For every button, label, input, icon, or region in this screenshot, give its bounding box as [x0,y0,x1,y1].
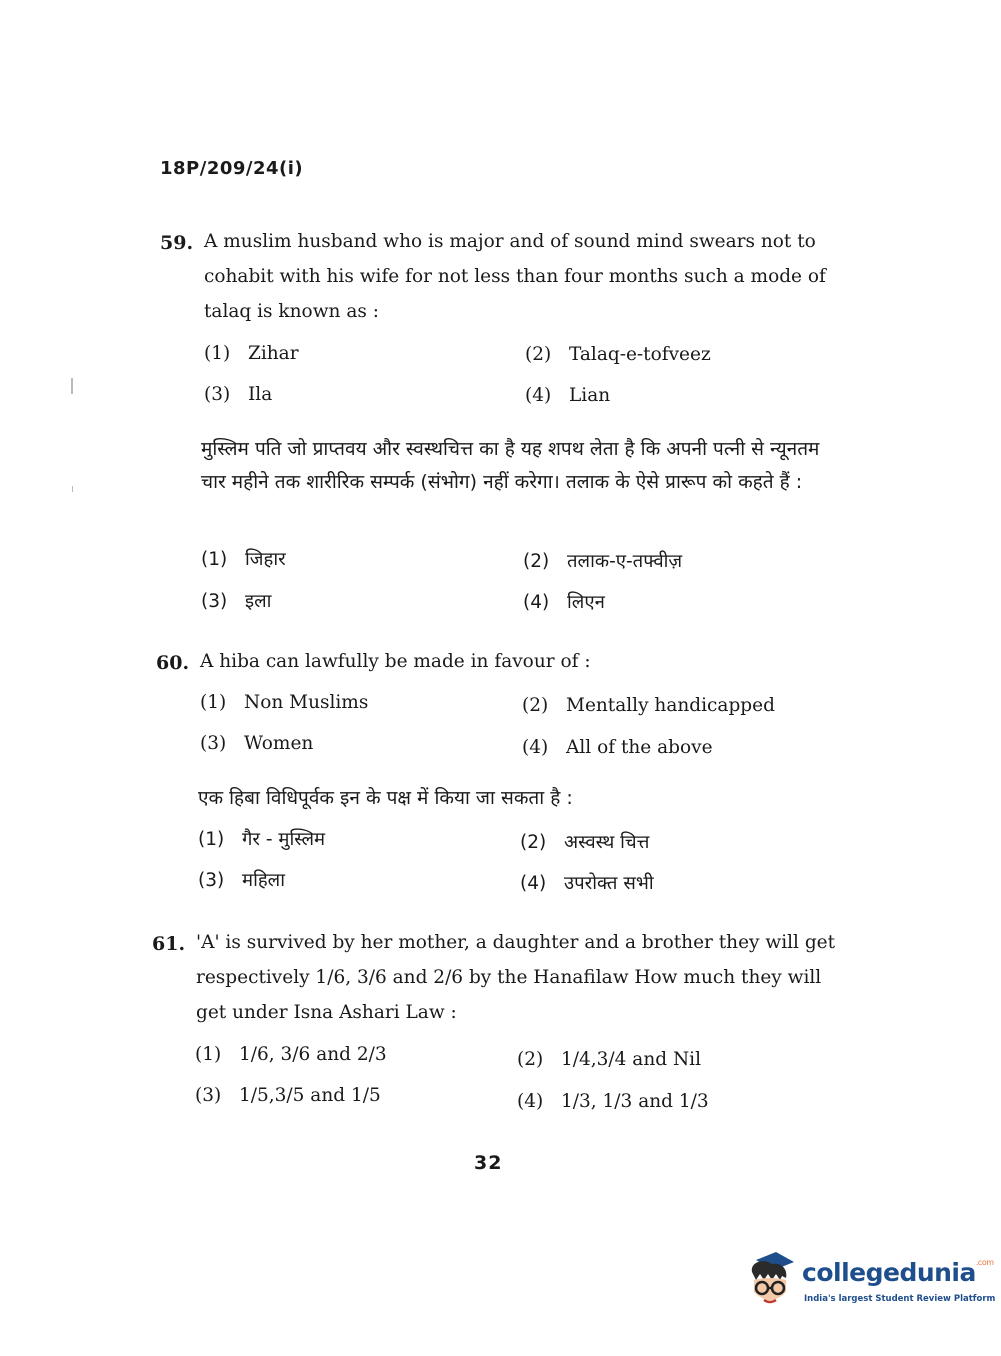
scan-mark [72,486,73,492]
q59-option-2-en: (2) Talaq-e-tofveez [525,344,711,365]
q59-option-4-en: (4) Lian [525,385,611,406]
q59-option-2-hi: (2) तलाक-ए-तफ्वीज़ [523,551,683,572]
q59-option-1-en: (1) Zihar [204,343,299,364]
collegedunia-logo [742,1250,996,1310]
question-60-number: 60. [156,652,190,674]
logo-tagline: India's largest Student Review Platform [804,1294,996,1304]
q59-option-3-hi: (3) इला [201,591,272,612]
q60-option-4-hi: (4) उपरोक्त सभी [520,873,654,894]
logo-wordmark: collegedunia$^{.com}$ [802,1258,994,1287]
page-number: 32 [474,1152,503,1174]
q60-option-3-en: (3) Women [200,733,314,754]
q60-option-2-en: (2) Mentally handicapped [522,695,775,716]
q59-option-4-hi: (4) लिएन [523,592,605,613]
q60-option-3-hi: (3) महिला [198,870,286,891]
q60-option-4-en: (4) All of the above [522,737,713,758]
q61-option-3-en: (3) 1/5,3/5 and 1/5 [195,1085,381,1106]
paper-code: 18P/209/24(i) [160,158,304,179]
question-60-text-hi: एक हिबा विधिपूर्वक इन के पक्ष में किया जा सकता है : [198,787,573,809]
q60-option-1-en: (1) Non Muslims [200,692,369,713]
question-59-text-en: A muslim husband who is major and of sound mind swears not to cohabit with his wife for not less than four months such a mode of talaq is known as : [204,231,826,322]
question-60-text-en: A hiba can lawfully be made in favour of : [200,651,591,672]
question-61-text-en: 'A' is survived by her mother, a daughter and a brother they will get respectively 1/6, 3/6 and 2/6 by the Hanafilaw How much they will get under Isna Ashari Law : [196,932,836,1023]
q61-option-4-en: (4) 1/3, 1/3 and 1/3 [517,1091,709,1112]
student-mascot-icon [742,1250,798,1310]
question-61-number: 61. [152,933,186,955]
question-59-text-hi: मुस्लिम पति जो प्राप्तवय और स्वस्थचित्त का है यह शपथ लेता है कि अपनी पत्नी से न्यूनतम चार महीने तक शारीरिक सम्पर्क (संभोग) नहीं करेगा। तलाक के ऐसे प्रारूप को कहते हैं : [201,438,820,493]
q61-option-1-en: (1) 1/6, 3/6 and 2/3 [195,1044,387,1065]
question-59-number: 59. [160,232,194,254]
q59-option-3-en: (3) Ila [204,384,273,405]
q60-option-1-hi: (1) गैर - मुस्लिम [198,829,326,850]
q59-option-1-hi: (1) जिहार [201,549,286,570]
q61-option-2-en: (2) 1/4,3/4 and Nil [517,1049,701,1070]
q60-option-2-hi: (2) अस्वस्थ चित्त [520,832,650,853]
scan-mark [71,378,73,394]
